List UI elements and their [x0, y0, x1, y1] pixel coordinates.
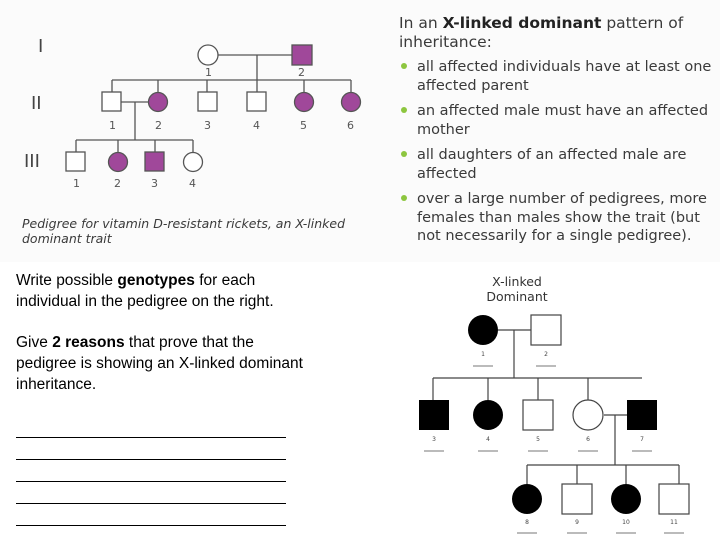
- rule-text: an affected male must have an affected mother: [417, 103, 709, 138]
- gen2-female-5-affected: [295, 93, 314, 112]
- p2-number-7: 7: [640, 436, 644, 443]
- p2-number-9: 9: [575, 519, 579, 526]
- rule-text: all daughters of an affected male are affected: [417, 147, 687, 182]
- gen2-number-1: 1: [109, 119, 116, 132]
- answer-line[interactable]: [16, 525, 286, 526]
- instructions: [16, 270, 316, 415]
- gen2-number-6: 6: [347, 119, 354, 132]
- heading-bold: X-linked dominant: [442, 14, 602, 32]
- textbook-figure: [0, 0, 720, 262]
- p2-number-2: 2: [544, 351, 548, 358]
- pedigree-title-line2: Dominant: [486, 289, 548, 304]
- p2-number-11: 11: [670, 519, 678, 526]
- answer-line[interactable]: [16, 481, 286, 482]
- gen2-number-4: 4: [253, 119, 260, 132]
- gen3-male-1: [66, 152, 85, 171]
- inheritance-rules-list: [399, 58, 717, 253]
- p2-number-4: 4: [486, 436, 490, 443]
- bullet-icon: [401, 195, 407, 201]
- p2-individual-2-male: [531, 315, 561, 345]
- p2-individual-11-male: [659, 484, 689, 514]
- rule-text: all affected individuals have at least one affected parent: [417, 59, 712, 94]
- gen1-number-1: 1: [205, 66, 212, 79]
- p2-number-10: 10: [622, 519, 630, 526]
- gen2-number-5: 5: [300, 119, 307, 132]
- gen1-male-2-affected: [292, 45, 312, 65]
- p2-individual-7-affected-male: [627, 400, 657, 430]
- gen3-male-3-affected: [145, 152, 164, 171]
- answer-line[interactable]: [16, 437, 286, 438]
- gen2-female-6-affected: [342, 93, 361, 112]
- p2-number-3: 3: [432, 436, 436, 443]
- rule-item: [399, 190, 717, 246]
- answer-line[interactable]: [16, 503, 286, 504]
- gen2-male-1: [102, 92, 121, 111]
- instruction-bold: genotypes: [117, 272, 195, 289]
- p2-individual-3-affected-male: [419, 400, 449, 430]
- instruction-text: Write possible: [16, 272, 118, 289]
- p2-number-8: 8: [525, 519, 529, 526]
- gen2-number-2: 2: [155, 119, 162, 132]
- instruction-text: Give: [16, 334, 53, 351]
- gen3-number-2: 2: [114, 177, 121, 190]
- instruction-reasons: [16, 332, 316, 395]
- figure-caption: Pedigree for vitamin D-resistant rickets, an X-linked dominant trait: [22, 216, 346, 246]
- gen2-number-3: 3: [204, 119, 211, 132]
- generation-label-i: I: [38, 36, 44, 57]
- gen2-female-2-affected: [149, 93, 168, 112]
- rule-item: [399, 102, 717, 139]
- gen2-male-4: [247, 92, 266, 111]
- p2-number-6: 6: [586, 436, 590, 443]
- gen2-male-3: [198, 92, 217, 111]
- generation-label-ii: II: [31, 93, 42, 114]
- heading-suffix: pattern of inheritance:: [399, 14, 684, 51]
- heading-prefix: In an: [399, 14, 443, 32]
- gen3-female-2-affected: [109, 153, 128, 172]
- instruction-bold: 2 reasons: [52, 334, 125, 351]
- pedigree-x-linked-dominant: [405, 270, 715, 538]
- answer-line[interactable]: [16, 459, 286, 460]
- p2-individual-4-affected-female: [473, 400, 503, 430]
- rule-item: [399, 58, 717, 95]
- rule-item: [399, 146, 717, 183]
- rule-text: over a large number of pedigrees, more females than males show the trait (but not necessarily for a single pedigree).: [417, 191, 707, 244]
- instruction-text: for each individual in the pedigree on the right.: [16, 272, 274, 310]
- instruction-genotypes: [16, 270, 316, 312]
- gen1-female-1: [198, 45, 218, 65]
- p2-number-5: 5: [536, 436, 540, 443]
- p2-number-1: 1: [481, 351, 485, 358]
- gen3-number-1: 1: [73, 177, 80, 190]
- bullet-icon: [401, 107, 407, 113]
- bullet-icon: [401, 151, 407, 157]
- gen3-number-3: 3: [151, 177, 158, 190]
- p2-individual-5-male: [523, 400, 553, 430]
- p2-individual-9-male: [562, 484, 592, 514]
- generation-label-iii: III: [24, 151, 40, 172]
- p2-individual-1-affected-female: [468, 315, 498, 345]
- gen3-number-4: 4: [189, 177, 196, 190]
- instruction-text: that prove that the pedigree is showing an X-linked dominant inheritance.: [16, 334, 303, 393]
- p2-individual-6-female: [573, 400, 603, 430]
- answer-lines: [16, 437, 286, 547]
- gen3-female-4: [184, 153, 203, 172]
- pedigree-title-line1: X-linked: [492, 274, 542, 289]
- p2-individual-8-affected-female: [512, 484, 542, 514]
- p2-individual-10-affected-female: [611, 484, 641, 514]
- inheritance-heading: [399, 14, 709, 52]
- bullet-icon: [401, 63, 407, 69]
- gen1-number-2: 2: [298, 66, 305, 79]
